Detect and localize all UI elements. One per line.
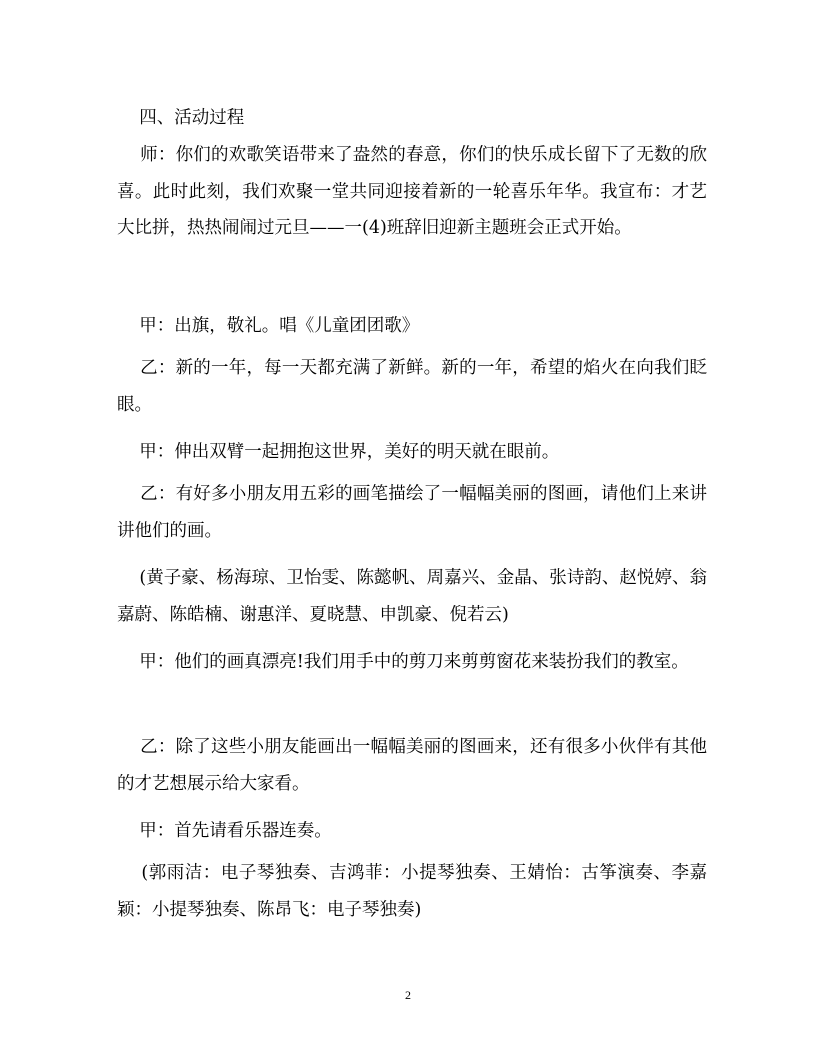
paragraph-jia-embrace: 甲：伸出双臂一起拥抱这世界，美好的明天就在眼前。: [117, 442, 560, 462]
paragraph-jia-instruments: 甲：首先请看乐器连奏。: [117, 821, 332, 841]
paragraph-yi-new-year: 乙：新的一年，每一天都充满了新鲜。新的一年，希望的焰火在向我们眨眼。: [117, 358, 707, 415]
paragraph-drawing-names: (黄子豪、杨海琼、卫怡雯、陈懿帆、周嘉兴、金晶、张诗韵、赵悦婷、翁嘉蔚、陈皓楠、谢惠洋、夏晓慧、申凯豪、倪若云): [117, 568, 707, 625]
paragraph-performer-names: (郭雨洁：电子琴独奏、吉鸿菲：小提琴独奏、王婧怡：古筝演奏、李嘉颖：小提琴独奏、陈昂飞：电子琴独奏): [117, 863, 707, 920]
paragraph-yi-talents: 乙：除了这些小朋友能画出一幅幅美丽的图画来，还有很多小伙伴有其他的才艺想展示给大家看。: [117, 737, 707, 794]
paragraph-jia-flag: 甲：出旗，敬礼。唱《儿童团团歌》: [117, 316, 420, 336]
paragraph-teacher-opening: 师：你们的欢歌笑语带来了盎然的春意，你们的快乐成长留下了无数的欣喜。此时此刻，我们欢聚一堂共同迎接着新的一轮喜乐年华。我宣布：才艺大比拼，热热闹闹过元旦——一(4)班辞旧迎新主题班会正式开始。: [117, 145, 707, 239]
paragraph-jia-paper-cutting: 甲：他们的画真漂亮!我们用手中的剪刀来剪剪窗花来装扮我们的教室。: [117, 652, 689, 672]
paragraph-yi-drawings: 乙：有好多小朋友用五彩的画笔描绘了一幅幅美丽的图画，请他们上来讲讲他们的画。: [117, 484, 707, 541]
page-number: 2: [405, 988, 411, 1002]
section-heading: 四、活动过程: [117, 108, 245, 128]
